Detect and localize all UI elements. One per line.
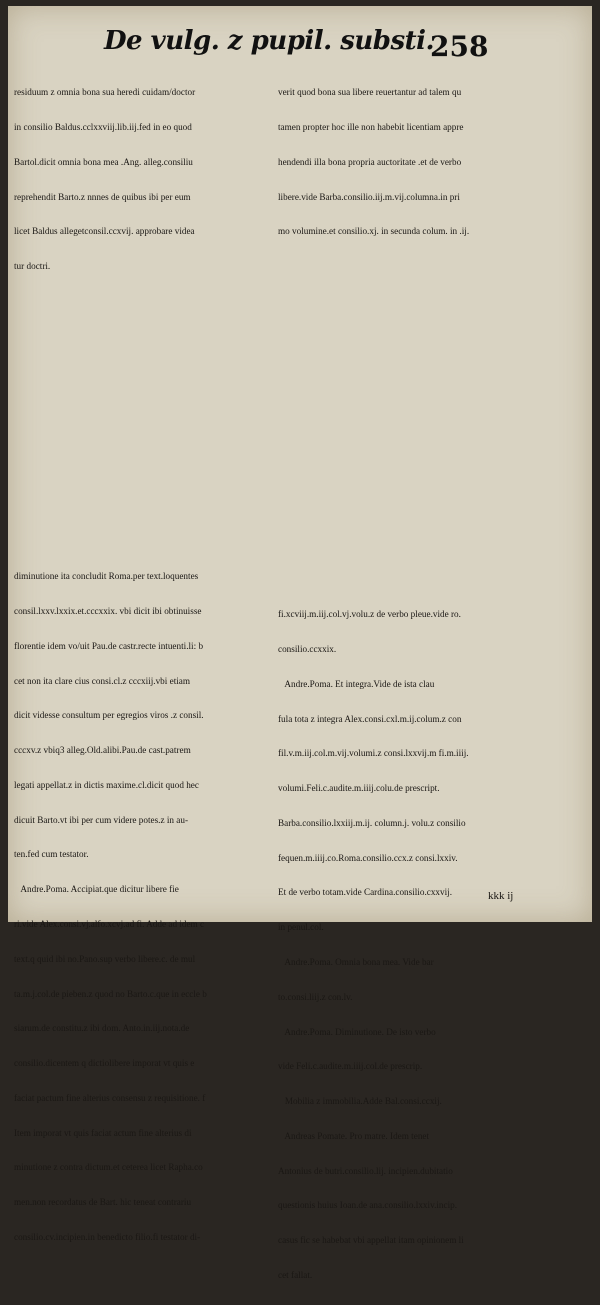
text-line: tur doctri. (14, 261, 51, 272)
text-line: consilio.ccxxix. (278, 643, 337, 654)
text-line: Antonius de butri.consilio.lij. incipien.dubitatio (278, 1165, 453, 1176)
text-line: licet Baldus allegetconsil.ccxvij. approbare videa (14, 226, 195, 237)
text-line: consilio.dicentem q dictiolibere imporat vt quis e (14, 1058, 195, 1069)
text-line: diminutione ita concludit Roma.per text.loquentes (14, 571, 199, 582)
column-right-top (278, 64, 588, 261)
text-line: Et de verbo totam.vide Cardina.consilio.cxxvij. (278, 887, 453, 898)
text-line: Andre.Poma. Omnia bona mea. Vide bar (278, 957, 434, 967)
text-line: consilio.cv.incipien.in benedicto filio.fi testator di- (14, 1232, 201, 1243)
book-page (8, 6, 592, 1281)
text-line: ta.m.j.col.de pieben.z quod no Barto.c.que in eccle b (14, 988, 207, 999)
text-line: cccxv.z vbiq3 alleg.Old.alibi.Pau.de cast.patrem (14, 745, 191, 756)
text-line: men.non recordatus de Bart. hic teneat contrariu (14, 1197, 192, 1208)
text-line: Bartol.dicit omnia bona mea .Ang. alleg.consiliu (14, 156, 193, 167)
text-line: Andre.Poma. Diminutione. De isto verbo (278, 1026, 436, 1037)
text-line: hendendi illa bona propria auctoritate .et de verbo (278, 156, 462, 167)
text-line: questionis huius Ioan.de ana.consilio.lxxiv.incip. (278, 1200, 458, 1211)
signature-mark: kkk ij (488, 890, 514, 902)
text-line: consil.lxxv.lxxix.et.cccxxix. vbi dicit ibi obtinuisse (14, 605, 202, 616)
text-line: to.consi.liij.z con.lv. (278, 991, 353, 1002)
running-head: De vulg. z pupil. substi. (104, 26, 435, 56)
text-line: cet non ita clare cius consi.cl.z cccxiij.vbi etiam (14, 675, 191, 686)
text-line: dicuit Barto.vt ibi per cum videre potes.z in au- (14, 814, 189, 825)
text-line: ri.vide Alex.consi.vj.alfo.xcvj.ad fi. Adde ad idem c (14, 919, 205, 929)
text-line: Mobilia z immobilia.Adde Bal.consi.ccxij. (278, 1096, 442, 1107)
text-line: tamen propter hoc ille non habebit licentiam appre (278, 121, 464, 132)
text-line: legati appellat.z in dictis maxime.cl.dicit quod hec (14, 779, 199, 790)
text-line: florentie idem vo/uit Pau.de castr.recte intuenti.li: b (14, 640, 204, 651)
text-line: in consilio Baldus.cclxxviij.lib.iij.fed in eo quod (14, 121, 192, 132)
text-line: minutione z contra dictum.et ceterea licet Rapha.co (14, 1162, 203, 1173)
text-line: Barba.consilio.lxxiij.m.ij. column.j. volu.z consilio (278, 817, 466, 828)
text-line: casus fic se habebat vbi appellat itam opinionem li (278, 1235, 464, 1246)
text-line: Andre.Poma. Accipiat.que dicitur libere fie (14, 884, 179, 895)
text-line: verit quod bona sua libere reuertantur ad talem qu (278, 87, 462, 98)
text-line: fil.v.m.iij.col.m.vij.volumi.z consi.lxxvij.m fi.m.iiij. (278, 748, 469, 759)
text-line: dicit videsse consultum per egregios viros .z consil. (14, 710, 204, 721)
text-line: fequen.m.iiij.co.Roma.consilio.ccx.z consi.lxxiv. (278, 852, 458, 863)
text-line: text.q quid ibi no.Pano.sup verbo libere.c. de mul (14, 953, 196, 964)
text-line: vide Feli.c.audite.m.iiij.col.de prescrip. (278, 1061, 423, 1072)
text-line: Item imporat vt quis faciat actum fine alterius di (14, 1127, 192, 1138)
text-line: in penul.col. (278, 922, 324, 933)
text-line: fi.xcviij.m.iij.col.vj.volu.z de verbo pleue.vide ro. (278, 609, 461, 620)
text-line: mo volumine.et consilio.xj. in secunda colum. in .ij. (278, 226, 470, 237)
text-line: Andreas Pomate. Pro matre. Idem tenet (278, 1130, 430, 1141)
column-right-lower (278, 586, 588, 1305)
column-left-top (14, 64, 272, 296)
text-line: ten.fed cum testator. (14, 849, 89, 860)
text-line: siarum.de constitu.z ibi dom. Anto.in.iij.nota.de (14, 1023, 190, 1034)
text-line: libere.vide Barba.consilio.iij.m.vij.columna.in pri (278, 191, 460, 202)
text-line: Andre.Poma. Et integra.Vide de ista clau (278, 678, 435, 689)
folio-number: 258 (430, 30, 489, 63)
text-line: fula tota z integra Alex.consi.cxl.m.ij.colum.z con (278, 713, 462, 724)
text-line: residuum z omnia bona sua heredi cuidam/doctor (14, 87, 196, 98)
column-left-lower (14, 548, 272, 1267)
text-line: faciat pactum fine alterius consensu z requisitione. f (14, 1092, 206, 1103)
text-line: volumi.Feli.c.audite.m.iiij.colu.de prescript. (278, 783, 440, 794)
text-line: reprehendit Barto.z nnnes de quibus ibi per eum (14, 191, 191, 202)
text-line: cet fallat. (278, 1270, 313, 1281)
